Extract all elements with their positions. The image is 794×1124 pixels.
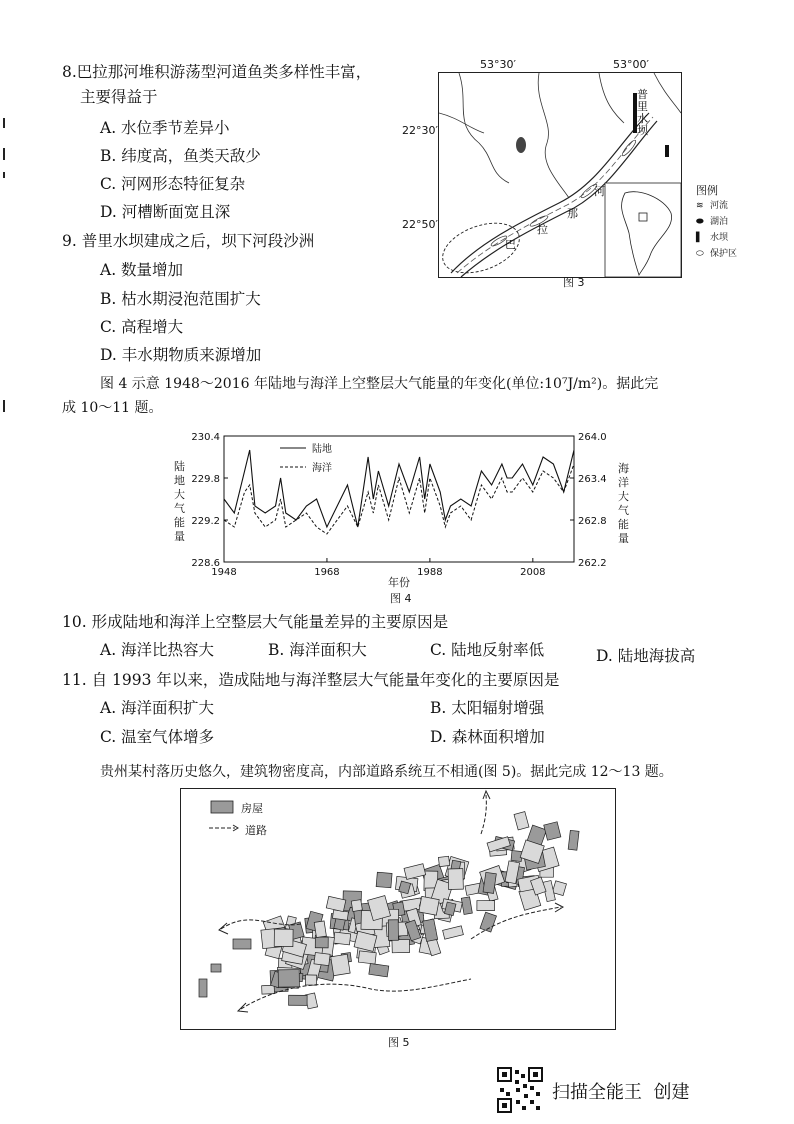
house [544,822,561,840]
q10-option-d: D. 陆地海拔高 [596,647,696,665]
q10-option-b: B. 海洋面积大 [268,641,367,659]
house [419,896,439,915]
house [334,932,351,945]
scan-mark [3,118,5,128]
house [404,864,426,880]
q10-option-c: C. 陆地反射率低 [430,641,545,659]
house [262,985,275,994]
legend-title: 图例 [696,184,718,197]
dam-icon: ▌ [696,233,703,243]
legend-label-sea: 海洋 [312,463,332,474]
house [211,964,221,972]
intro-10-11-line1: 图 4 示意 1948～2016 年陆地与海洋上空整层大气能量的年变化(单位:10⁷J/m²)。据此完 [100,376,659,392]
house [568,830,579,850]
right-tick-label: 264.0 [578,432,607,443]
map-frame [438,72,682,278]
house [358,951,376,964]
q11-option-c: C. 温室气体增多 [100,728,215,746]
river-name-char: 拉 [537,223,548,236]
figure-3-caption: 图 3 [563,276,585,289]
x-tick-label: 1968 [314,567,340,578]
house [199,979,207,997]
map-lon-label: 53°30′ [480,58,516,71]
figure-5-caption: 图 5 [388,1036,410,1049]
house [448,869,463,890]
q9-stem: 9. 普里水坝建成之后，坝下河段沙洲 [62,232,315,250]
legend-house-label: 房屋 [241,802,263,815]
house [443,926,464,939]
tributary-river [538,73,569,198]
dam-label: 普里水坝 [637,88,648,137]
lake-icon: ⬬ [696,217,704,227]
legend-label-land: 陆地 [312,444,332,455]
house [233,939,251,949]
tributary-river [439,113,484,133]
map-lon-label: 53°00′ [613,58,649,71]
legend-house-swatch [211,801,233,813]
q9-option-d: D. 丰水期物质来源增加 [100,346,262,364]
map-legend [696,182,770,262]
left-tick-label: 229.2 [191,516,220,527]
house [369,963,389,976]
river-icon: ≋ [696,201,704,211]
house [351,900,362,912]
legend-item-dam: ▌ 水坝 [696,230,770,246]
house [332,910,348,920]
legend-item-lake: ⬬ 湖泊 [696,214,770,230]
house [314,921,326,938]
q10-option-a: A. 海洋比热容大 [100,641,215,659]
river-name-char: 那 [567,207,578,220]
x-tick-label: 2008 [520,567,546,578]
q8-stem-cont: 主要得益于 [80,88,158,106]
q9-option-b: B. 枯水期浸泡范围扩大 [100,290,261,308]
house [289,995,308,1005]
x-axis-label: 年份 [388,576,410,589]
qr-code-icon [496,1066,544,1114]
inset-frame [605,183,681,277]
arrow-icon [219,923,228,934]
q11-option-d: D. 森林面积增加 [430,728,545,746]
right-axis-label: 海 洋 大 气 能 量 [618,462,629,545]
tributary-river [459,73,509,183]
house [274,929,293,946]
right-tick-label: 263.4 [578,474,607,485]
q9-option-a: A. 数量增加 [100,261,184,279]
q9-option-c: C. 高程增大 [100,318,184,336]
q8-option-c: C. 河网形态特征复杂 [100,175,246,193]
figure-3-map [402,58,770,278]
scan-mark [3,148,5,160]
house [278,970,299,988]
figure-4-chart [160,420,650,605]
house [552,881,566,896]
house [376,872,392,888]
q11-option-b: B. 太阳辐射增强 [430,699,545,717]
q8-stem: 8.巴拉那河堆积游荡型河道鱼类多样性丰富， [62,63,372,81]
river-name-char: 河 [594,185,605,198]
x-tick-label: 1948 [211,567,237,578]
river-name-char: 巴 [505,238,516,251]
legend-item-river: ≋ 河流 [696,198,770,214]
tributary-river [654,73,681,113]
map-lat-label: 22°30′ [402,124,438,137]
protected-area-icon: ⬭ [696,249,704,259]
house [477,901,495,911]
right-tick-label: 262.2 [578,558,607,569]
x-tick-label: 1988 [417,567,443,578]
q11-stem: 11. 自 1993 年以来，造成陆地与海洋整层大气能量年变化的主要原因是 [62,671,560,689]
house [305,975,316,985]
house [315,937,328,948]
intro-12-13: 贵州某村落历史悠久，建筑物密度高，内部道路系统互不相通(图 5)。据此完成 12～13 题。 [100,764,673,780]
left-tick-label: 230.4 [191,432,220,443]
intro-10-11-line2: 成 10～11 题。 [62,400,163,416]
q11-option-a: A. 海洋面积扩大 [100,699,215,717]
right-tick-label: 262.8 [578,516,607,527]
house [331,954,350,975]
figure-5-map [180,788,616,1030]
map-lat-label: 22°50′ [402,218,438,231]
q8-option-b: B. 纬度高，鱼类天敌少 [100,147,261,165]
house [461,897,472,915]
tributary-river [599,73,624,123]
lake [516,137,526,153]
house [392,939,410,952]
figure-4-caption: 图 4 [390,592,412,605]
legend-road-label: 道路 [245,824,267,837]
qr-code-svg [496,1066,544,1114]
left-tick-label: 229.8 [191,474,220,485]
road-path [481,795,486,834]
left-axis-label: 陆 地 大 气 能 量 [174,460,185,543]
house [314,953,330,966]
q10-stem: 10. 形成陆地和海洋上空整层大气能量差异的主要原因是 [62,613,449,631]
house [438,856,449,866]
scan-mark [3,400,5,412]
q8-option-d: D. 河槽断面宽且深 [100,203,231,221]
legend-item-protected: ⬭ 保护区 [696,246,770,262]
house [388,920,398,941]
q8-option-a: A. 水位季节差异小 [100,119,230,137]
dam-marker [665,145,669,157]
scanner-watermark-text: 扫描全能王 创建 [552,1082,690,1103]
left-tick-label: 228.6 [191,558,220,569]
scan-mark [3,172,5,178]
house [514,812,529,830]
